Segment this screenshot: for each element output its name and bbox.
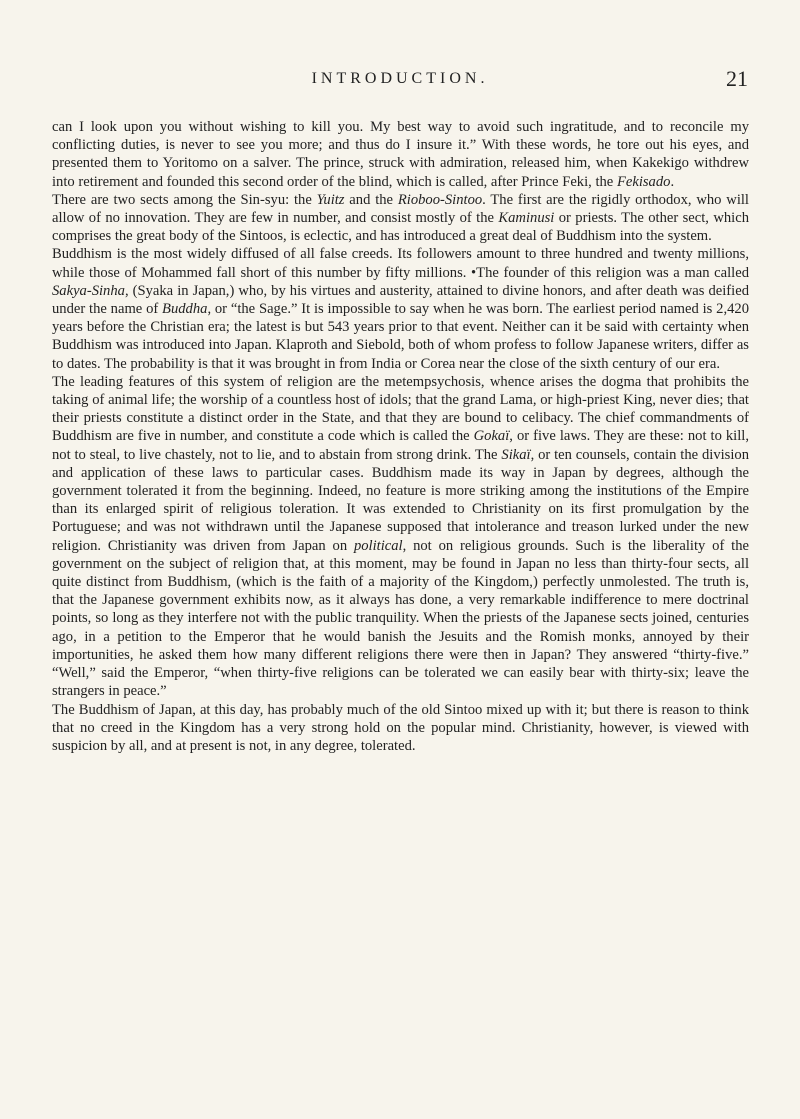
- italic-term: Yuitz: [316, 191, 345, 208]
- text-run: Buddhism is the most widely diffused of all false creeds. Its followers amount to three hundred and twenty millions, while those of Mohammed fall short of this number by fifty millions. •The founder of this religion was a man called: [52, 246, 749, 281]
- italic-term: political: [353, 537, 403, 554]
- italic-term: Buddha: [162, 301, 208, 318]
- text-run: There are two sects among the Sin-syu: the: [52, 191, 317, 208]
- italic-term: Kaminusi: [498, 210, 555, 227]
- page-number: 21: [726, 66, 748, 91]
- text-run: or priests. The other sect, which comprises the great body of the Sintoos, is eclectic, and has introduced a great deal of Buddhism into the system.: [52, 210, 749, 245]
- running-title: INTRODUCTION.: [311, 70, 489, 87]
- page-header: [52, 66, 748, 92]
- text-run: The leading features of this system of religion are the metempsychosis, whence arises the dogma that prohibits the taking of animal life; the worship of a countless host of idols; that the grand Lama, or high-priest King, never dies; that their priests constitute a distinct order in the State, and that they are bound to celibacy. The chief commandments of Buddhism are five in number, and constitute a code which is called the: [52, 373, 749, 445]
- text-run: The Buddhism of Japan, at this day, has probably much of the old Sintoo mixed up with it; but there is reason to think that no creed in the Kingdom has a very strong hold on the popular mind. Christianity, however, is viewed with suspicion by all, and at present is not, in any degree, tolerated.: [52, 701, 749, 754]
- text-run: , (Syaka in Japan,) who, by his virtues and austerity, attained to divine honors, and after death was deified under the name of: [52, 282, 749, 318]
- paragraph: [52, 701, 749, 756]
- text-run: . The first are the rigidly orthodox, who will allow of no innovation. They are few in number, and consist mostly of the: [52, 191, 749, 227]
- paragraph: [52, 373, 749, 701]
- paragraph: [52, 191, 749, 246]
- text-run: and the: [344, 191, 398, 208]
- italic-term: Sikaï: [501, 446, 531, 463]
- text-run: can I look upon you without wishing to kill you. My best way to avoid such ingratitude, and to reconcile my conflicting duties, is never to see you more; and thus do I insure it.” With these words, he tore out his eyes, and presented them to Yoritomo on a salver. The prince, struck with admiration, released him, when Kakekigo withdrew into retirement and founded this second order of the blind, which is called, after Prince Feki, the: [52, 119, 749, 190]
- italic-term: Fekisado: [616, 173, 671, 190]
- paragraph: [52, 245, 749, 372]
- italic-term: Sakya-Sinha: [52, 282, 125, 299]
- text-run: , not on religious grounds. Such is the liberality of the government on the subject of religion that, at this moment, may be found in Japan no less than thirty-four sects, all quite distinct from Buddhism, (which is the faith of a majority of the Kingdom,) perfectly unmolested. The truth is, that the Japanese government exhibits now, as it always has done, a very remarkable indifference to mere doctrinal points, so long as they interfere not with the public tranquility. When the priests of the Japanese sects joined, centuries ago, in a petition to the Emperor that he would banish the Jesuits and the Romish monks, annoyed by their importunities, he asked them how many different religions there were then in Japan? They answered “thirty-five.” “Well,” said the Emperor, “when thirty-five religions can be tolerated we can easily bear with thirty-six; leave the strangers in peace.”: [52, 537, 749, 700]
- text-run: , or five laws. They are these: not to kill, not to steal, to live chastely, not to lie, and to abstain from strong drink. The: [52, 428, 749, 463]
- text-run: , or “the Sage.” It is impossible to say when he was born. The earliest period named is 2,420 years before the Christian era; the latest is but 543 years prior to that event. Neither can it be said with certainty when Buddhism was introduced into Japan. Klaproth and Siebold, both of whom profess to follow Japanese writers, differ as to dates. The probability is that it was brought in from India or Corea near the close of the sixth century of our era.: [52, 301, 749, 372]
- paragraph: [52, 118, 749, 191]
- italic-term: Gokaï: [473, 428, 510, 445]
- italic-term: Rioboo-Sintoo: [397, 191, 483, 208]
- text-run: , or ten counsels, contain the division and application of these laws to particular cases. Buddhism made its way in Japan by degrees, although the government tolerated it from the beginning. Indeed, no feature is more striking among the institutions of the Empire than its enlarged spirit of religious toleration. It was extended to Christianity on its first promulgation by the Portuguese; and was not withdrawn until the Japanese supposed that intolerance and treason lurked under the new religion. Christianity was driven from Japan on: [52, 446, 750, 554]
- text-run: .: [670, 173, 675, 190]
- body-text: [52, 118, 749, 755]
